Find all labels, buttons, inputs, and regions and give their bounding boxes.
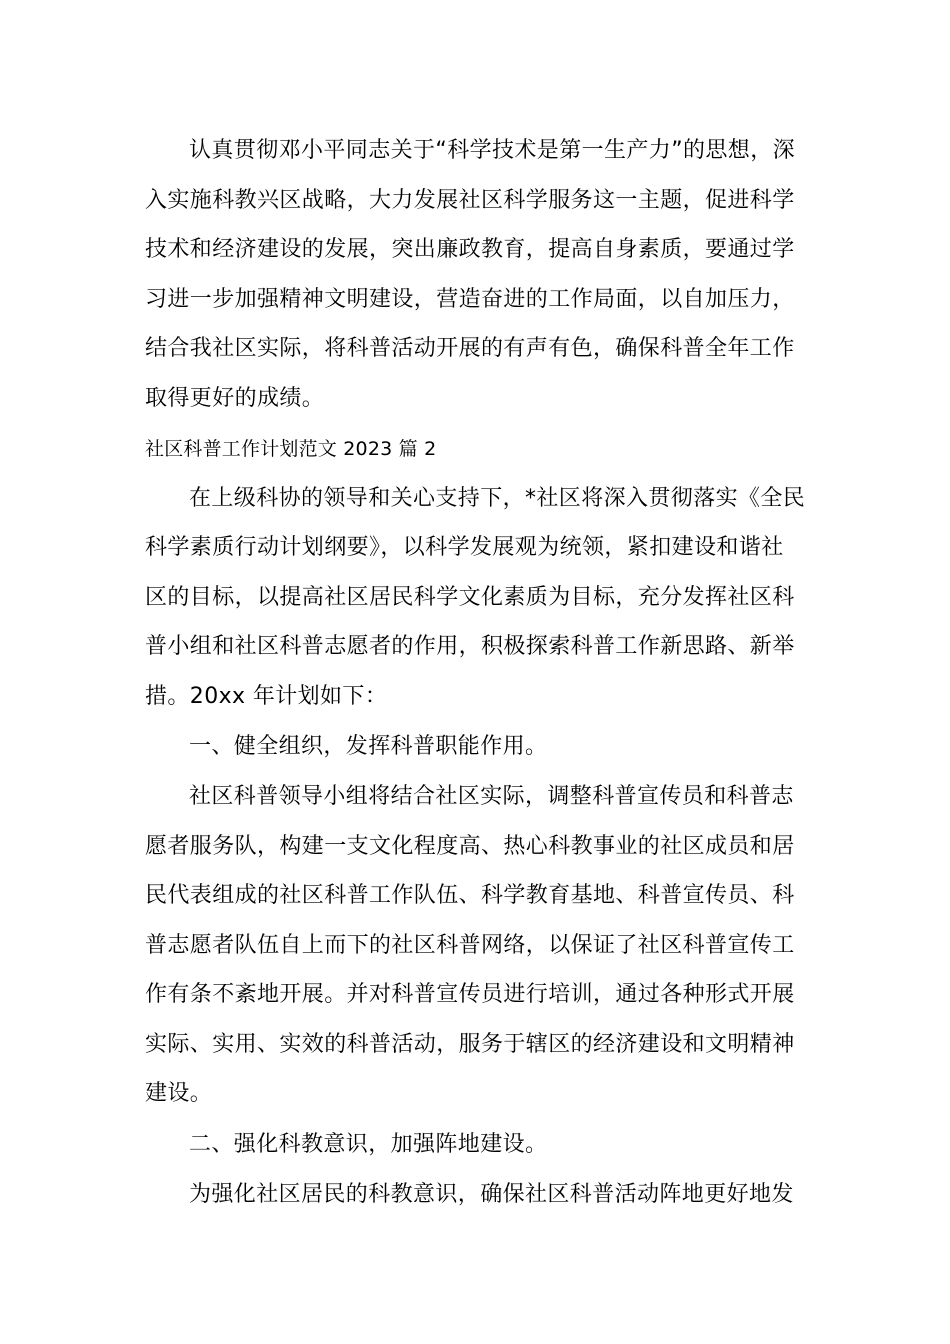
paragraph-1-line-3: 技术和经济建设的发展，突出廉政教育，提高自身素质，要通过学 [145,237,795,262]
paragraph-3-line-6: 实际、实用、实效的科普活动，服务于辖区的经济建设和文明精神 [145,1032,795,1057]
paragraph-3-line-1: 社区科普领导小组将结合社区实际，调整科普宣传员和科普志 [189,784,794,809]
paragraph-2-line-2: 科学素质行动计划纲要》，以科学发展观为统领，紧扣建设和谐社 [145,535,784,560]
subheading-2: 二、强化科教意识，加强阵地建设。 [189,1132,548,1157]
paragraph-1-line-1: 认真贯彻邓小平同志关于“科学技术是第一生产力”的思想，深 [189,138,795,163]
paragraph-3-line-5: 作有条不紊地开展。并对科普宣传员进行培训，通过各种形式开展 [145,982,795,1007]
paragraph-3-line-2: 愿者服务队，构建一支文化程度高、热心科教事业的社区成员和居 [145,834,795,859]
paragraph-2-line-3: 区的目标，以提高社区居民科学文化素质为目标，充分发挥社区科 [145,585,795,610]
paragraph-1-line-5: 结合我社区实际，将科普活动开展的有声有色，确保科普全年工作 [145,336,795,361]
paragraph-2-line-1: 在上级科协的领导和关心支持下，*社区将深入贯彻落实《全民 [189,486,806,511]
paragraph-2-line-4: 普小组和社区科普志愿者的作用，积极探索科普工作新思路、新举 [145,634,795,659]
paragraph-1-line-2: 入实施科教兴区战略，大力发展社区科学服务这一主题，促进科学 [145,188,795,213]
paragraph-4-line-1: 为强化社区居民的科教意识，确保社区科普活动阵地更好地发 [189,1182,794,1207]
paragraph-2-line-5: 措。20xx 年计划如下： [145,684,388,709]
subheading-1: 一、健全组织，发挥科普职能作用。 [189,734,548,759]
paragraph-1-line-4: 习进一步加强精神文明建设，营造奋进的工作局面，以自加压力， [145,287,795,312]
section-title: 社区科普工作计划范文 2023 篇 2 [145,438,437,460]
paragraph-3-line-4: 普志愿者队伍自上而下的社区科普网络，以保证了社区科普宣传工 [145,933,795,958]
paragraph-1-line-6: 取得更好的成绩。 [145,386,325,411]
paragraph-3-line-3: 民代表组成的社区科普工作队伍、科学教育基地、科普宣传员、科 [145,883,795,908]
paragraph-3-line-7: 建设。 [145,1081,213,1106]
